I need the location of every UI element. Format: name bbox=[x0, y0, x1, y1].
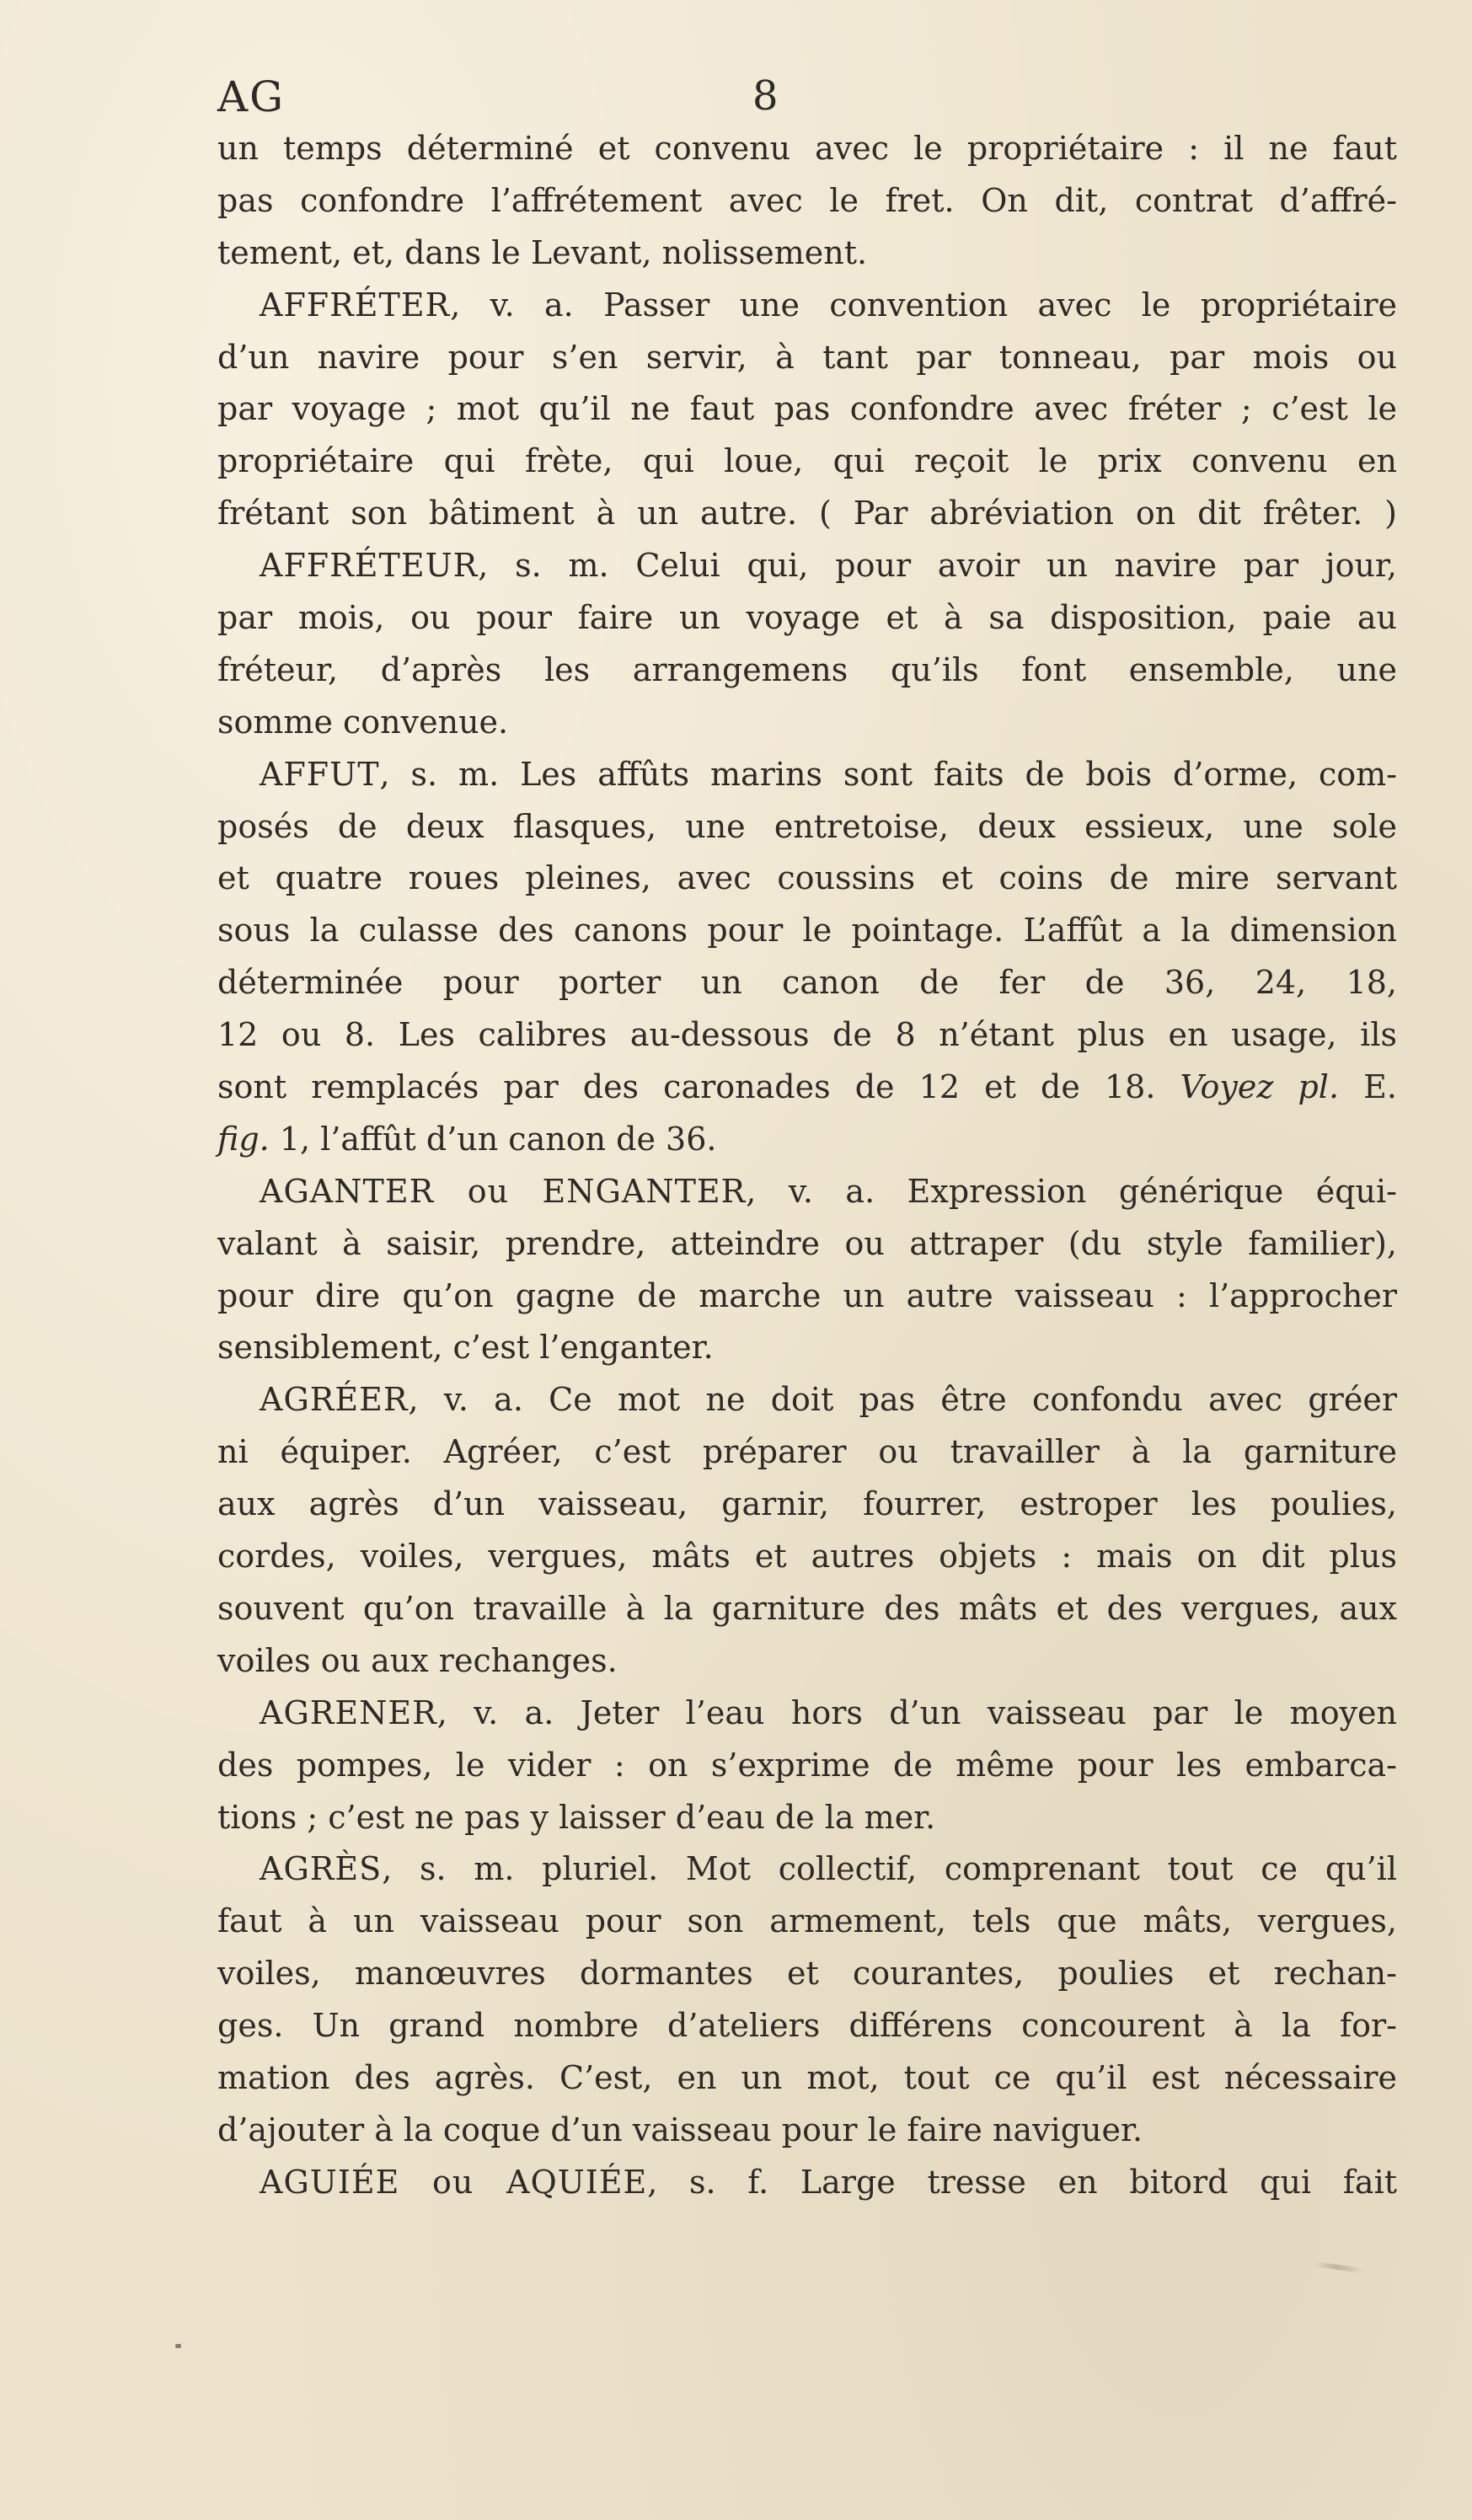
line-text: ni équiper. Agréer, c’est préparer ou travailler à la garniture bbox=[217, 1433, 1397, 1471]
dictionary-text bbox=[217, 123, 1397, 2209]
text-line bbox=[217, 123, 1397, 175]
text-line bbox=[217, 957, 1397, 1009]
page-number: 8 bbox=[752, 72, 779, 120]
grammar-label: , v. a. bbox=[408, 1381, 523, 1419]
text-line bbox=[217, 1635, 1397, 1688]
text-line bbox=[217, 801, 1397, 853]
text-line bbox=[217, 175, 1397, 227]
text-line bbox=[217, 1114, 1397, 1166]
text-line bbox=[217, 1062, 1397, 1114]
line-text: sensiblement, c’est l’enganter. bbox=[217, 1329, 714, 1367]
plate-reference: Voyez pl. bbox=[1180, 1068, 1340, 1106]
text-line bbox=[217, 592, 1397, 645]
line-text: souvent qu’on travaille à la garniture des mâts et des vergues, aux bbox=[217, 1589, 1397, 1627]
line-text: un temps déterminé et convenu avec le propriétaire : il ne faut bbox=[217, 130, 1397, 167]
text-line bbox=[217, 1896, 1397, 1948]
text-line bbox=[217, 1009, 1397, 1062]
grammar-label: , v. a. bbox=[450, 286, 574, 324]
line-text: somme convenue. bbox=[217, 703, 509, 741]
line-text: posés de deux flasques, une entretoise, deux essieux, une sole bbox=[217, 807, 1397, 845]
text-line bbox=[217, 1740, 1397, 1792]
text-line bbox=[217, 2052, 1397, 2105]
text-line bbox=[217, 2105, 1397, 2157]
text-line bbox=[217, 1948, 1397, 2000]
line-text: déterminée pour porter un canon de fer de 36, 24, 18, bbox=[217, 964, 1397, 1002]
line-text: voiles ou aux rechanges. bbox=[217, 1641, 618, 1679]
line-text: aux agrès d’un vaisseau, garnir, fourrer, estroper les poulies, bbox=[217, 1485, 1397, 1523]
text-line bbox=[217, 332, 1397, 384]
line-text: sont remplacés par des caronades de 12 et de 18. bbox=[217, 1068, 1180, 1106]
grammar-label: , s. m. bbox=[478, 547, 609, 585]
line-text: et quatre roues pleines, avec coussins et coins de mire servant bbox=[217, 859, 1397, 897]
headword: AFFUT bbox=[260, 755, 380, 793]
text-line bbox=[217, 1322, 1397, 1374]
line-text: par mois, ou pour faire un voyage et à sa disposition, paie au bbox=[217, 599, 1397, 637]
paper-smudge bbox=[1313, 2261, 1363, 2273]
text-line bbox=[217, 697, 1397, 749]
text-line bbox=[217, 488, 1397, 540]
paper-speck bbox=[175, 2344, 181, 2348]
entry-line bbox=[217, 749, 1397, 801]
headword: AFFRÉTER bbox=[260, 286, 451, 324]
figure-reference: fig. bbox=[217, 1120, 270, 1158]
line-text: Mot collectif, comprenant tout ce qu’il bbox=[658, 1850, 1398, 1888]
headword: AGRÉER bbox=[260, 1381, 409, 1419]
line-text: pas confondre l’affrétement avec le fret. On dit, contrat d’affré- bbox=[217, 181, 1397, 219]
headword: AGRENER bbox=[260, 1693, 437, 1731]
text-line bbox=[217, 1583, 1397, 1635]
headword: AGANTER ou ENGANTER bbox=[260, 1172, 747, 1210]
grammar-label: , v. a. bbox=[746, 1172, 875, 1210]
line-text: ges. Un grand nombre d’ateliers différens concourent à la for- bbox=[217, 2007, 1397, 2045]
grammar-label: , s. m. pluriel. bbox=[382, 1850, 659, 1888]
line-text: Passer une convention avec le propriétaire bbox=[573, 286, 1397, 324]
line-text: 12 ou 8. Les calibres au-dessous de 8 n’étant plus en usage, ils bbox=[217, 1016, 1397, 1054]
headword: AFFRÉTEUR bbox=[260, 547, 479, 585]
grammar-label: , s. m. bbox=[379, 755, 500, 793]
line-text: Celui qui, pour avoir un navire par jour, bbox=[608, 547, 1397, 585]
line-text: sous la culasse des canons pour le pointage. L’affût a la dimension bbox=[217, 912, 1397, 950]
text-line bbox=[217, 853, 1397, 905]
line-text: fréteur, d’après les arrangemens qu’ils font ensemble, une bbox=[217, 650, 1397, 688]
entry-line bbox=[217, 2157, 1397, 2209]
text-line bbox=[217, 1531, 1397, 1583]
running-head: AG bbox=[217, 72, 286, 121]
line-text: d’ajouter à la coque d’un vaisseau pour le faire naviguer. bbox=[217, 2111, 1143, 2148]
line-text: Les affûts marins sont faits de bois d’orme, com- bbox=[499, 755, 1397, 793]
line-text: tement, et, dans le Levant, nolissement. bbox=[217, 233, 868, 271]
line-text: faut à un vaisseau pour son armement, tels que mâts, vergues, bbox=[217, 1902, 1397, 1940]
entry-line bbox=[217, 1374, 1397, 1426]
text-line bbox=[217, 227, 1397, 280]
entry-line bbox=[217, 1688, 1397, 1740]
line-text: E. bbox=[1339, 1068, 1397, 1106]
entry-line bbox=[217, 280, 1397, 332]
grammar-label: , v. a. bbox=[436, 1693, 554, 1731]
grammar-label: , s. f. bbox=[647, 2163, 769, 2201]
line-text: propriétaire qui frète, qui loue, qui reçoit le prix convenu en bbox=[217, 442, 1397, 480]
text-line bbox=[217, 1271, 1397, 1323]
text-line bbox=[217, 436, 1397, 488]
line-text: pour dire qu’on gagne de marche un autre vaisseau : l’approcher bbox=[217, 1276, 1397, 1314]
line-text: tions ; c’est ne pas y laisser d’eau de la mer. bbox=[217, 1798, 936, 1836]
text-line bbox=[217, 645, 1397, 697]
line-text: des pompes, le vider : on s’exprime de même pour les embarca- bbox=[217, 1746, 1397, 1784]
line-text: d’un navire pour s’en servir, à tant par tonneau, par mois ou bbox=[217, 338, 1397, 376]
headword: AGRÈS bbox=[260, 1850, 383, 1888]
line-text: cordes, voiles, vergues, mâts et autres objets : mais on dit plus bbox=[217, 1538, 1397, 1576]
line-text: frétant son bâtiment à un autre. ( Par abréviation on dit frêter. ) bbox=[217, 495, 1397, 532]
text-line bbox=[217, 383, 1397, 436]
text-line bbox=[217, 1792, 1397, 1844]
text-line bbox=[217, 2000, 1397, 2052]
text-line bbox=[217, 905, 1397, 957]
line-text: Ce mot ne doit pas être confondu avec gréer bbox=[522, 1381, 1397, 1419]
headword: AGUIÉE ou AQUIÉE bbox=[260, 2163, 648, 2201]
entry-line bbox=[217, 1166, 1397, 1218]
line-text: Large tresse en bitord qui fait bbox=[768, 2163, 1398, 2201]
text-line bbox=[217, 1218, 1397, 1271]
line-text: Expression générique équi- bbox=[875, 1172, 1398, 1210]
line-text: voiles, manœuvres dormantes et courantes, poulies et rechan- bbox=[217, 1955, 1397, 1993]
line-text: mation des agrès. C’est, en un mot, tout ce qu’il est nécessaire bbox=[217, 2058, 1397, 2096]
entry-line bbox=[217, 1843, 1397, 1896]
line-text: 1, l’affût d’un canon de 36. bbox=[269, 1120, 717, 1158]
entry-line bbox=[217, 540, 1397, 592]
line-text: par voyage ; mot qu’il ne faut pas confondre avec fréter ; c’est le bbox=[217, 390, 1397, 428]
line-text: Jeter l’eau hors d’un vaisseau par le moyen bbox=[554, 1693, 1397, 1731]
text-line bbox=[217, 1426, 1397, 1479]
text-line bbox=[217, 1479, 1397, 1531]
line-text: valant à saisir, prendre, atteindre ou attraper (du style familier), bbox=[217, 1224, 1397, 1262]
